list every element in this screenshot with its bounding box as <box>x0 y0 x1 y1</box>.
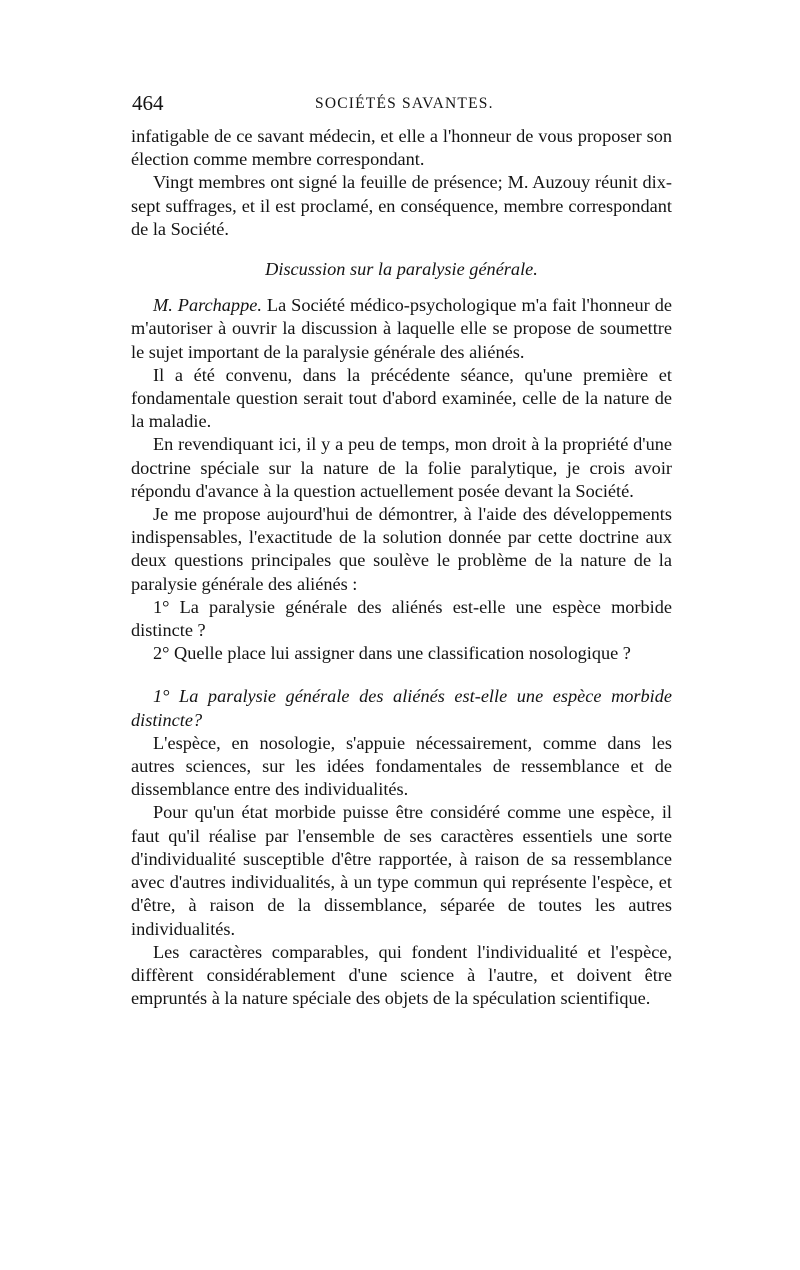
question-one: 1° La paralysie générale des aliénés est-elle une espèce morbide distincte ? <box>131 596 672 641</box>
question-two: 2° Quelle place lui assigner dans une classification nosologique ? <box>153 643 631 664</box>
paragraph-comparable-characters: Les caractères comparables, qui fondent l'individualité et l'espèce, diffèrent considérablement d'une science à l'autre, et doivent être empruntés à la nature spéciale des objets de la spéculation scientifique. <box>131 941 672 1009</box>
paragraph-continuation: infatigable de ce savant médecin, et elle a l'honneur de vous proposer son élection comme membre correspondant. <box>131 126 672 170</box>
paragraph-doctrine: En revendiquant ici, il y a peu de temps, mon droit à la propriété d'une doctrine spéciale sur la nature de la folie paralytique, je crois avoir répondu d'avance à la question actuellement posée devant la Société. <box>131 434 672 501</box>
paragraph-election-vote: Vingt membres ont signé la feuille de présence; M. Auzouy réunit dix-sept suffrages, et il est proclamé, en conséquence, membre correspondant de la Société. <box>131 172 672 239</box>
page-body <box>131 125 672 1010</box>
speaker-name: M. Parchappe. <box>153 295 262 316</box>
page-header <box>132 90 670 120</box>
paragraph-question-nature: Il a été convenu, dans la précédente séance, qu'une première et fondamentale question serait tout d'abord examinée, celle de la nature de la maladie. <box>131 364 672 432</box>
question-one-heading: 1° La paralysie générale des aliénés est-elle une espèce morbide distincte? <box>131 686 672 730</box>
paragraph-parchappe-text: La Société médico-psychologique m'a fait l'honneur de m'autoriser à ouvrir la discussion à laquelle elle se propose de soumettre le sujet important de la paralysie générale des aliénés. <box>131 295 672 362</box>
paragraph-species-definition: L'espèce, en nosologie, s'appuie nécessairement, comme dans les autres sciences, sur les idées fondamentales de ressemblance et de dissemblance entre des individualités. <box>131 732 672 800</box>
page-number: 464 <box>132 91 164 115</box>
paragraph-parchappe-intro <box>131 294 672 364</box>
section-title: Discussion sur la paralysie générale. <box>265 259 538 280</box>
paragraph-purpose: Je me propose aujourd'hui de démontrer, à l'aide des développements indispensables, l'exactitude de la solution donnée par cette doctrine aux deux questions principales que soulève le problème de la nature de la paralysie générale des aliénés : <box>131 504 672 594</box>
running-title: SOCIÉTÉS SAVANTES. <box>315 95 494 112</box>
paragraph-morbid-state: Pour qu'un état morbide puisse être considéré comme une espèce, il faut qu'il réalise par l'ensemble de ses caractères essentiels une sorte d'individualité susceptible d'être rapportée, à raison de sa ressemblance avec d'autres individualités, à un type commun qui représente l'espèce, et d'être, à raison de la dissemblance, séparée de toutes les autres individualités. <box>131 802 672 939</box>
